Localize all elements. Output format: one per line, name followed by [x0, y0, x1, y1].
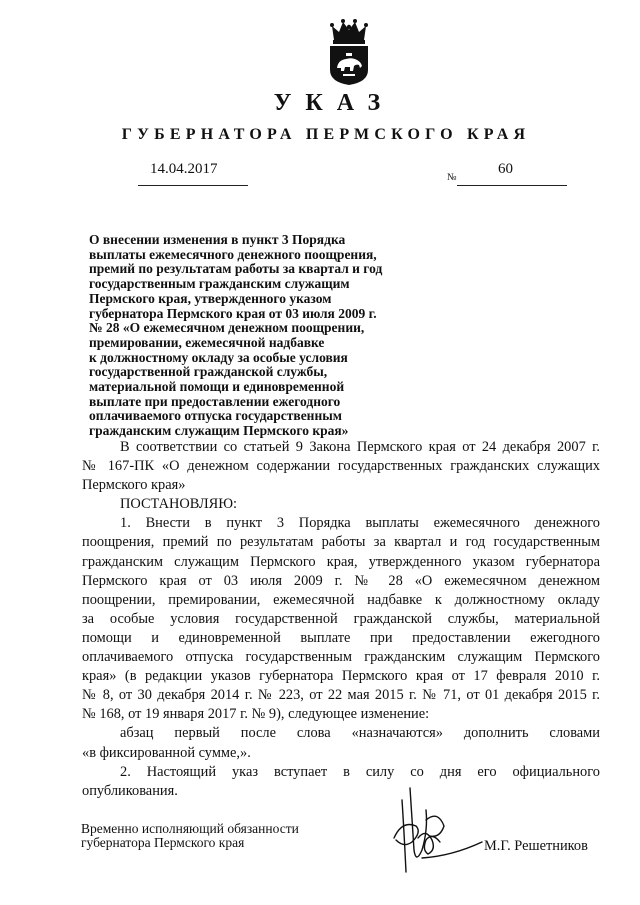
signer-name: М.Г. Решетников: [484, 838, 588, 854]
subject-line: губернатора Пермского края от 03 июля 2009 г.: [89, 305, 377, 321]
subject-line: выплаты ежемесячного денежного поощрения,: [89, 246, 377, 262]
amend-line: абзац первый после слова «назначаются» дополнить словами: [120, 725, 600, 742]
subject-line: государственной гражданской службы,: [89, 364, 328, 380]
subject-line: премировании, ежемесячной надбавке: [89, 334, 325, 350]
item1-line: Пермского края от 03 июля 2009 г. № 28 «О ежемесячном денежном: [82, 572, 600, 589]
amend-line: «в фиксированной сумме,».: [82, 744, 251, 761]
preamble-line: № 167-ПК «О денежном содержании государственных гражданских служащих: [82, 458, 600, 475]
issuing-authority: ГУБЕРНАТОРА ПЕРМСКОГО КРАЯ: [121, 126, 531, 143]
item1-line: поощрении, премировании, ежемесячной надбавке к должностному окладу: [82, 591, 600, 608]
signer-position-line: Временно исполняющий обязанности: [81, 821, 299, 836]
coat-of-arms-icon: [326, 18, 372, 86]
subject-line: к должностному окладу за особые условия: [89, 349, 348, 365]
signer-position: [81, 822, 299, 850]
item2-line: опубликования.: [82, 782, 178, 799]
item1-line: поощрения, премий по результатам работы за квартал и год государственным: [82, 534, 600, 551]
document-date: 14.04.2017: [150, 161, 218, 177]
document-subject: [89, 233, 429, 439]
document-type-title: УКАЗ: [273, 90, 395, 116]
handwritten-signature-icon: [382, 780, 492, 880]
subject-line: государственным гражданским служащим: [89, 276, 350, 292]
item1-line: № 168, от 19 января 2017 г. № 9), следующее изменение:: [82, 706, 430, 723]
item1-line: гражданским служащим Пермского края, утвержденного указом губернатора: [82, 553, 600, 570]
decree-body: [82, 438, 600, 801]
item1-line: оплачиваемого отпуска государственным гражданским служащим Пермского: [82, 649, 600, 666]
number-underline: [457, 185, 567, 186]
subject-line: материальной помощи и единовременной: [89, 379, 345, 395]
signer-position-line: губернатора Пермского края: [81, 835, 245, 850]
document-number: 60: [498, 161, 513, 177]
subject-line: премий по результатам работы за квартал и год: [89, 261, 383, 277]
subject-line: оплачиваемого отпуска государственным: [89, 408, 342, 424]
preamble-line: В соответствии со статьей 9 Закона Пермского края от 24 декабря 2007 г.: [120, 439, 600, 455]
item1-line: № 8, от 30 декабря 2014 г. № 223, от 22 мая 2015 г. № 71, от 01 декабря 2015 г.: [82, 687, 600, 704]
subject-line: выплате при предоставлении ежегодного: [89, 393, 341, 409]
subject-line: Пермского края, утвержденного указом: [89, 290, 332, 306]
subject-line: гражданским служащим Пермского края»: [89, 423, 349, 439]
item1-line: помощи и единовременной выплате при предоставлении ежегодного: [82, 629, 600, 646]
item1-line: 1. Внести в пункт 3 Порядка выплаты ежемесячного денежного: [120, 515, 600, 532]
subject-line: О внесении изменения в пункт 3 Порядка: [89, 232, 346, 247]
date-underline: [138, 185, 248, 186]
subject-line: № 28 «О ежемесячном денежном поощрении,: [89, 320, 365, 336]
item1-line: края» (в редакции указов губернатора Пермского края от 17 февраля 2010 г.: [82, 668, 600, 685]
preamble-line: Пермского края»: [82, 477, 186, 494]
item2-line: 2. Настоящий указ вступает в силу со дня его официального: [120, 763, 600, 780]
decree-word: ПОСТАНОВЛЯЮ:: [120, 496, 238, 513]
number-sign: №: [447, 172, 457, 183]
item1-line: за особые условия государственной гражданской службы, материальной: [82, 610, 600, 627]
